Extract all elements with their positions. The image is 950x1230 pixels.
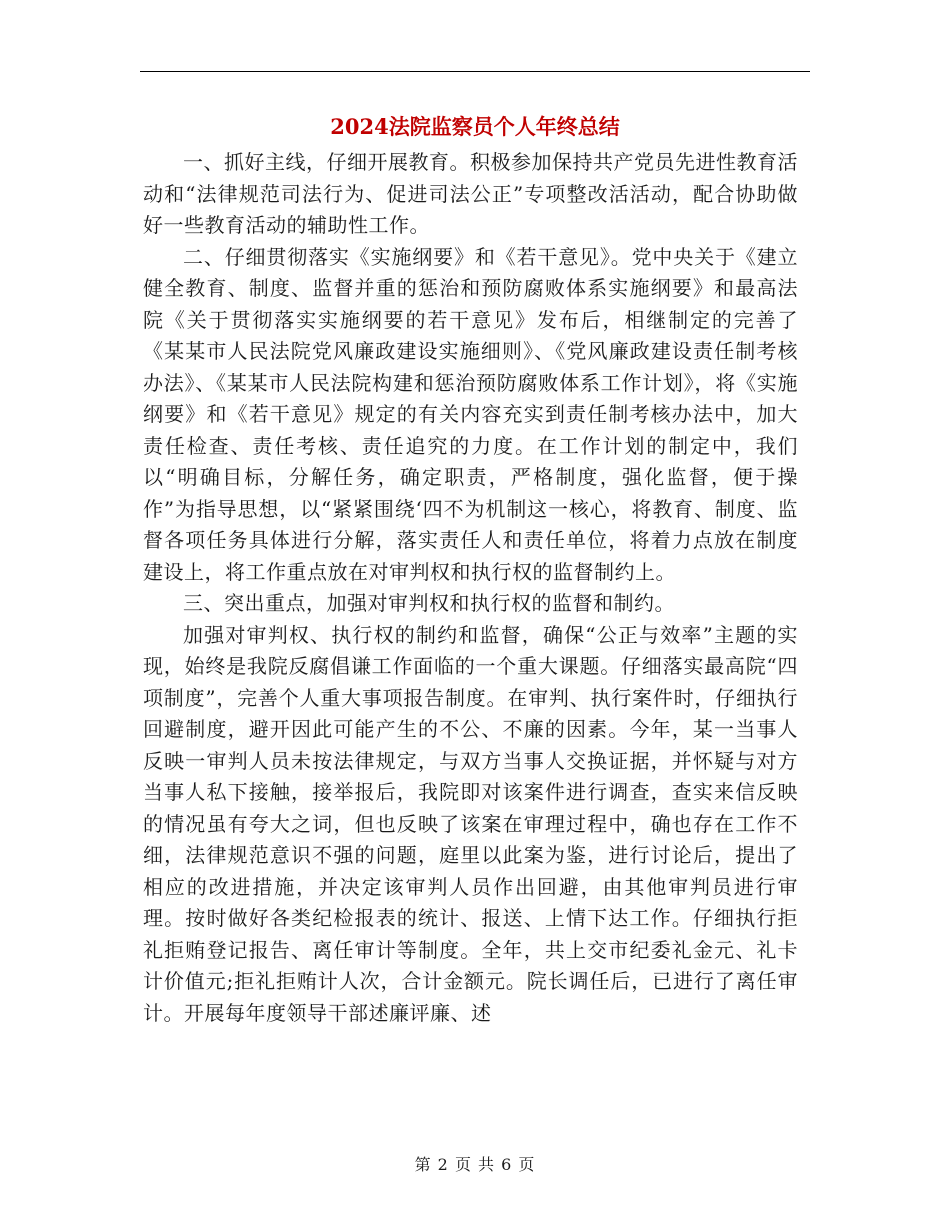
paragraph-1: 一、抓好主线，仔细开展教育。积极参加保持共产党员先进性教育活动和“法律规范司法行为、促进司法公正”专项整改活活动，配合协助做好一些教育活动的辅助性工作。 xyxy=(143,150,798,237)
paragraph-2: 二、仔细贯彻落实《实施纲要》和《若干意见》。党中央关于《建立健全教育、制度、监督并重的惩治和预防腐败体系实施纲要》和最高法院《关于贯彻落实实施纲要的若干意见》发布后，相继制定的完善了《某某市人民法院党风廉政建设实施细则》、《党风廉政建设责任制考核办法》、《某某市人民法院构建和惩治预防腐败体系工作计划》，将《实施纲要》和《若干意见》规定的有关内容充实到责任制考核办法中，加大责任检查、责任考核、责任追究的力度。在工作计划的制定中，我们以“明确目标，分解任务，确定职责，严格制度，强化监督，便于操作”为指导思想，以“紧紧围绕‘四不为机制这一核心，将教育、制度、监督各项任务具体进行分解，落实责任人和责任单位，将着力点放在制度建设上，将工作重点放在对审判权和执行权的监督制约上。 xyxy=(143,244,798,584)
paragraph-4: 加强对审判权、执行权的制约和监督，确保“公正与效率”主题的实现，始终是我院反腐倡谦工作面临的一个重大课题。仔细落实最高院“四项制度”，完善个人重大事项报告制度。在审判、执行案件时，仔细执行回避制度，避开因此可能产生的不公、不廉的因素。今年，某一当事人反映一审判人员未按法律规定，与双方当事人交换证据，并怀疑与对方当事人私下接触，接举报后，我院即对该案件进行调查，查实来信反映的情况虽有夸大之词，但也反映了该案在审理过程中，确也存在工作不细，法律规范意识不强的问题，庭里以此案为鉴，进行讨论后，提出了相应的改进措施，并决定该审判人员作出回避，由其他审判员进行审理。按时做好各类纪检报表的统计、报送、上情下达工作。仔细执行拒礼拒贿登记报告、离任审计等制度。全年，共上交市纪委礼金元、礼卡计价值元;拒礼拒贿计人次，合计金额元。院长调任后，已进行了离任审计。开展每年度领导干部述廉评廉、述 xyxy=(143,622,798,1025)
document-title: 2024法院监察员个人年终总结 xyxy=(330,114,620,139)
header-rule xyxy=(140,71,810,72)
paragraph-3: 三、突出重点，加强对审判权和执行权的监督和制约。 xyxy=(183,591,675,615)
page-number-footer: 第 2 页 共 6 页 xyxy=(414,1155,536,1174)
document-body xyxy=(143,147,798,1029)
